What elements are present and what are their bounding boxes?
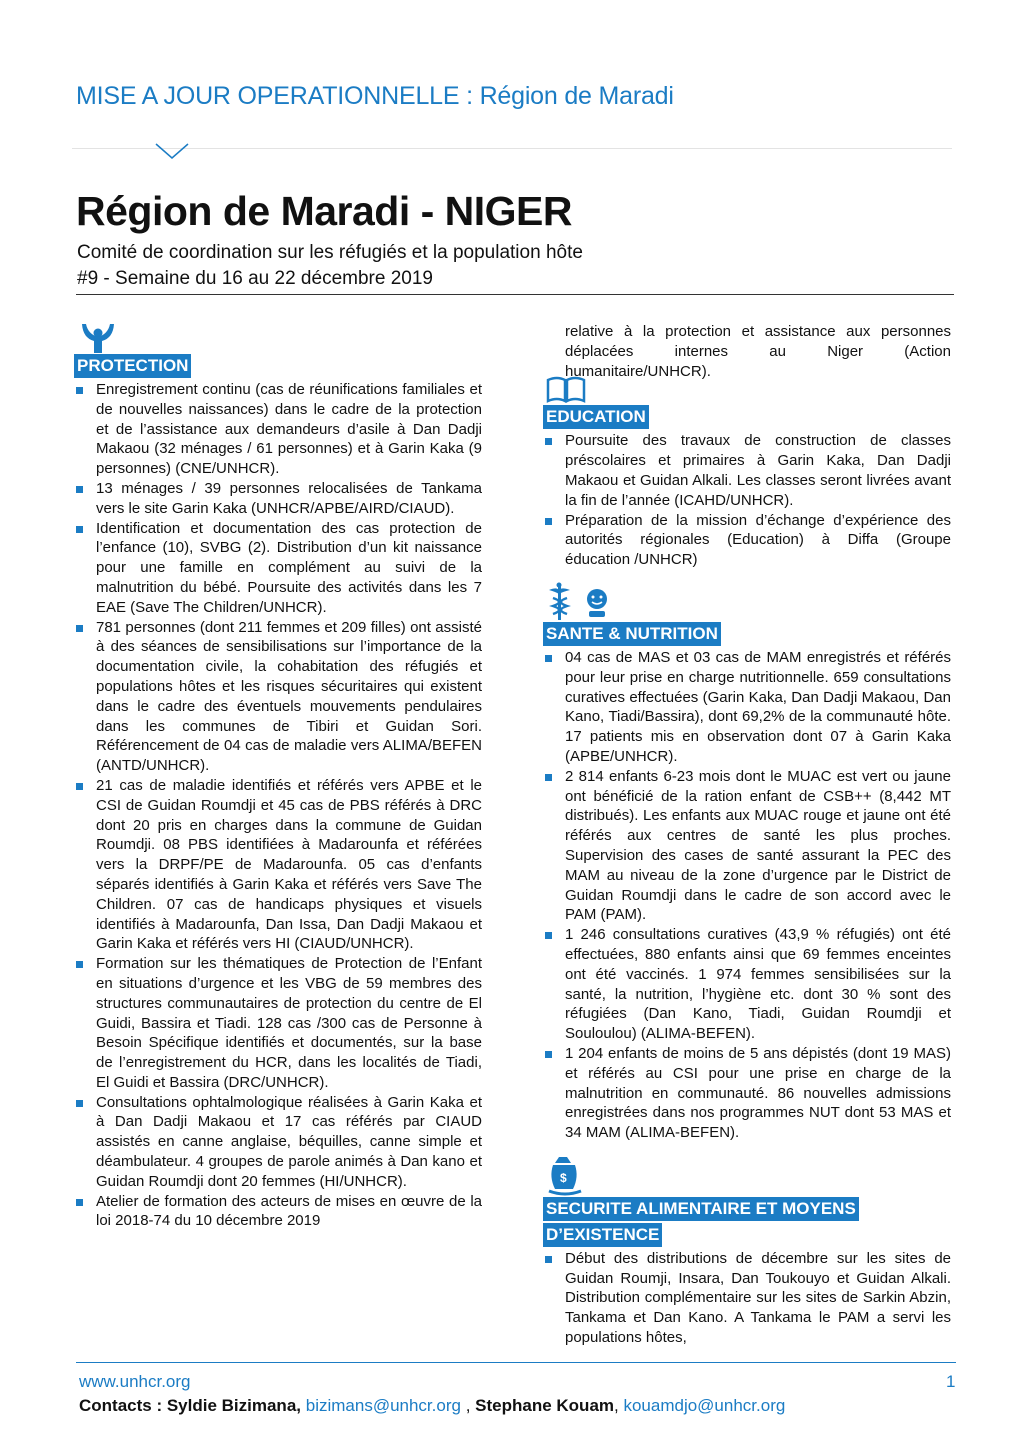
list-item: Début des distributions de décembre sur les sites de Guidan Roumji, Insara, Dan Toukouyo et Guidan Alkali. Distribution complémentaire sur les sites de Sarkin Abzin, Tankama et Dan Kano. A Tankama le PAM a servi les populations hôtes, [543,1249,951,1348]
list-item: 2 814 enfants 6-23 mois dont le MUAC est vert ou jaune ont bénéficié de la ration enfant de CSB++ (8,442 MT distribués). Les enfants aux MUAC rouge et jaune ont été référés aux centres de santé les plus proches. Supervision des cases de santé assurant la PEC des MAM au niveau de la zone d’urgence par le District de Guidan Roumdji dans le cadre de son accord avec le PAM (PAM). [543,767,951,925]
food-bag-icon [545,1153,585,1197]
page-number: 1 [946,1372,956,1391]
caduceus-nutrition-icon [545,582,615,622]
list-item: Préparation de la mission d’échange d’expérience des autorités régionales (Education) à Diffa (Groupe éducation /UNHCR) [543,511,951,570]
section-heading-protection: PROTECTION [74,354,191,378]
contact-name-kouam: Stephane Kouam [475,1396,615,1415]
securite-list [543,1249,951,1348]
list-item: 781 personnes (dont 211 femmes et 209 filles) ont assisté à des séances de sensibilisations sur l’importance de la documentation civile, la cohabitation des réfugiés et populations hôtes et les risques sécuritaires qui existent dans le cadre des éventuels mouvements pendulaires dans les communes de Tibiri et Guidan Sori. Référencement de 04 cas de maladie vers ALIMA/BEFEN (ANTD/UNHCR). [74,618,482,776]
list-item: 13 ménages / 39 personnes relocalisées de Tankama vers le site Garin Kaka (UNHCR/APBE/AIRD/CIAUD). [74,479,482,519]
list-item: Poursuite des travaux de construction de classes préscolaires et primaires à Garin Kaka, Dan Dadji Makaou et Guidan Alkali. Les classes seront livrées avant la fin de l’année (ICAHD/UNHCR). [543,431,951,510]
education-list [543,431,951,570]
list-item: Identification et documentation des cas protection de l’enfance (10), SVBG (2). Distribution d’un kit naissance pour une famille en complément au suivi de la malnutrition du bébé. Poursuite des activités dans les 7 EAE (Save The Children/UNHCR). [74,519,482,618]
list-item: Consultations ophtalmologique réalisées à Garin Kaka et à Dan Dadji Makaou et 17 cas référés par CIAUD assistés en canne anglaise, béquilles, canne simple et déambulateur. 4 groupes de parole animés à Dan kano et Guidan Roumdji dont 20 femmes (HI/UNHCR). [74,1093,482,1192]
footer-contacts: Contacts : Syldie Bizimana, bizimans@unhcr.org , Stephane Kouam, kouamdjo@unhcr.org [79,1396,786,1415]
person-raised-arms-icon [76,322,120,354]
chevron-down-icon [155,143,189,161]
subtitle-week: #9 - Semaine du 16 au 22 décembre 2019 [77,268,433,289]
footer-divider [76,1362,956,1363]
svg-text:$: $ [560,1170,567,1185]
protection-continuation: relative à la protection et assistance aux personnes déplacées internes au Niger (Action humanitaire/UNHCR). [565,323,951,380]
list-item: 1 204 enfants de moins de 5 ans dépistés (dont 19 MAS) et référés au CSI pour une prise en charge de la malnutrition en communauté. 86 nouvelles admissions enregistrées dans nos programmes NUT dont 53 MAS et 34 MAM (ALIMA-BEFEN). [543,1044,951,1143]
section-heading-education: EDUCATION [543,405,649,429]
protection-list [74,380,482,1231]
list-item: Formation sur les thématiques de Protection de l’Enfant en situations d’urgence et les VBG de 59 membres des structures communautaires de protection du centre de El Guidi, Bassira et Tiadi. 128 cas /300 cas de Personne à Besoin Spécifique identifiés et documentés, sur la base de l’enregistrement du HCR, dans les localités de Tiadi, El Guidi et Bassira (DRC/UNHCR). [74,954,482,1093]
section-heading-sante: SANTE & NUTRITION [543,622,721,646]
open-book-icon [545,375,587,405]
list-item: 04 cas de MAS et 03 cas de MAM enregistrés et référés pour leur prise en charge nutritionnelle. 659 consultations curatives effectuées (Garin Kaka, Dan Dadji Makaou, Dan Kano, Tiadi/Bassira), dont 69,2% de la communauté hôte. 17 patients mis en observation dont 07 à Garin Kaka (APBE/UNHCR). [543,648,951,767]
title-divider [76,294,954,295]
sante-list [543,648,951,1143]
list-item: Atelier de formation des acteurs de mises en œuvre de la loi 2018-74 du 10 décembre 2019 [74,1192,482,1232]
left-column [74,322,482,1231]
section-heading-securite-line2: D’EXISTENCE [543,1223,662,1247]
section-heading-securite [543,1197,951,1249]
contacts-separator: , [465,1396,471,1415]
email-link-kouam[interactable]: kouamdjo@unhcr.org [623,1396,786,1415]
banner-title: MISE A JOUR OPERATIONNELLE : Région de Maradi [76,82,674,110]
page-subtitle [77,240,583,292]
page-title: Région de Maradi - NIGER [76,188,572,234]
list-item: 1 246 consultations curatives (43,9 % réfugiés) ont été effectuées, 880 enfants ainsi que 69 femmes enceintes ont été vaccinés. 1 974 femmes sensibilisées sur la santé, la nutrition, l’hygiène etc. dont 30 % sont des réfugiées (Dan Kano, Tiadi, Guidan Roumdji et Souloulou) (ALIMA-BEFEN). [543,925,951,1044]
right-column [543,322,951,1348]
footer-website-link[interactable]: www.unhcr.org [79,1372,191,1391]
list-item: 21 cas de maladie identifiés et référés vers APBE et le CSI de Guidan Roumdji et 45 cas de PBS référés à DRC dont 20 pris en charges dans la commune de Guidan Roumdji. 08 PBS identifiées à Madarounfa et référées vers la DRPF/PE de Madarounfa. 05 cas d’enfants séparés identifiés à Garin Kaka et référés vers Save The Children. 07 cas de handicaps physiques et visuels identifiés à Madarounfa, Dan Issa, Dan Dadji Makaou et Garin Kaka et référés vers HI (CIAUD/UNHCR). [74,776,482,954]
list-item: Enregistrement continu (cas de réunifications familiales et de nouvelles naissances) dans le cadre de la protection et de l’assistance aux demandeurs d’asile à Dan Dadji Makaou (32 ménages / 61 personnes) et à Garin Kaka (9 personnes) (CNE/UNHCR). [74,380,482,479]
banner-divider [72,148,952,149]
contacts-label: Contacts : Syldie Bizimana, [79,1396,301,1415]
subtitle-committee: Comité de coordination sur les réfugiés et la population hôte [77,242,583,263]
email-link-bizimana[interactable]: bizimans@unhcr.org [305,1396,461,1415]
section-heading-securite-line1: SECURITE ALIMENTAIRE ET MOYENS [543,1197,859,1221]
